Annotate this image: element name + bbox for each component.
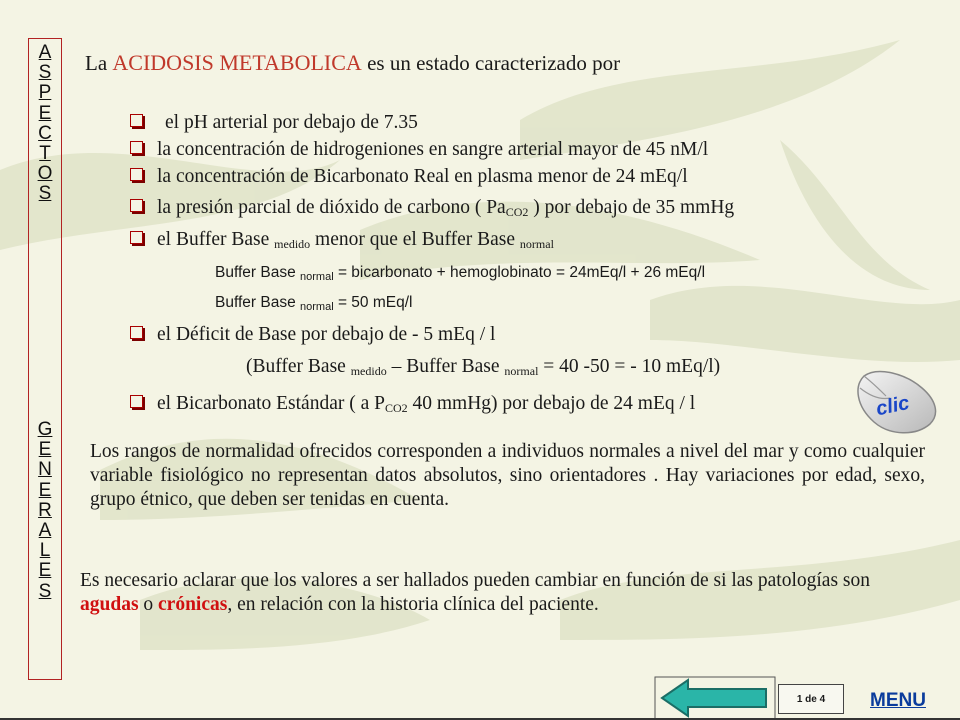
sidebar-letter: E	[38, 479, 52, 501]
checkbox-bullet-icon	[130, 168, 143, 181]
formula-subscript: medido	[350, 364, 387, 378]
page-title	[85, 50, 620, 76]
criterion-text: la presión parcial de dióxido de carbono ( Pa	[157, 197, 506, 218]
sidebar-letter: N	[38, 459, 52, 481]
title-prefix: La	[85, 51, 113, 75]
criterion-text: la concentración de Bicarbonato Real en plasma menor de 24 mEq/l	[157, 166, 688, 187]
buffer-base-note-2	[215, 294, 412, 313]
normality-ranges-paragraph: Los rangos de normalidad ofrecidos corresponden a individuos normales a nivel del mar y como cualquier variable fisiológico no representan datos absolutos, sino orientadores . Hay variaciones por edad, sexo, grupo étnico, que deben ser tenidas en cuenta.	[90, 441, 925, 510]
buffer-base-note-1	[215, 264, 705, 283]
menu-link[interactable]: MENU	[870, 690, 926, 711]
criterion-buffer-base	[130, 229, 554, 252]
paragraph-text: Es necesario aclarar que los valores a ser hallados pueden cambiar en función de si las patologías son	[80, 570, 871, 591]
criterion-subscript: CO2	[505, 205, 529, 219]
sidebar-letter: A	[38, 520, 52, 542]
sidebar-letter: E	[38, 439, 52, 461]
checkbox-bullet-icon	[130, 199, 143, 212]
sidebar-letter: S	[38, 183, 52, 205]
sidebar-letter: L	[39, 540, 51, 562]
note-subscript: normal	[300, 271, 334, 283]
criterion-text: menor que el Buffer Base	[310, 229, 520, 250]
criterion-subscript: normal	[519, 237, 554, 251]
checkbox-bullet-icon	[130, 395, 143, 408]
note-subscript: normal	[300, 301, 334, 313]
paragraph-text: , en relación con la historia clínica del paciente.	[227, 594, 599, 615]
sidebar-word-aspectos	[29, 43, 61, 205]
sidebar-letter: C	[38, 122, 52, 144]
sidebar-letter: O	[37, 163, 53, 185]
title-suffix: es un estado caracterizado por	[361, 51, 621, 75]
sidebar-letter: P	[38, 82, 52, 104]
sidebar-letter: A	[38, 42, 52, 63]
checkbox-bullet-icon	[130, 231, 143, 244]
note-text: = 50 mEq/l	[333, 294, 413, 311]
sidebar-letter: G	[37, 419, 53, 440]
criterion-bicarbonate	[130, 166, 688, 188]
sidebar-letter: S	[38, 62, 52, 84]
note-text: Buffer Base	[215, 264, 301, 281]
sidebar-letter: E	[38, 102, 52, 124]
criterion-pco2	[130, 197, 734, 220]
clic-mouse-button[interactable]	[850, 366, 938, 438]
sidebar-letter: E	[38, 560, 52, 582]
title-highlight: ACIDOSIS METABOLICA	[112, 50, 362, 75]
criterion-standard-bicarbonate	[130, 393, 695, 416]
formula-text: = 40 -50 = - 10 mEq/l)	[538, 356, 721, 377]
criterion-text: el pH arterial por debajo de 7.35	[165, 112, 418, 133]
sidebar-letter: R	[38, 499, 52, 521]
criterion-subscript: CO2	[384, 401, 408, 415]
clarification-paragraph	[80, 569, 910, 617]
criterion-ph	[130, 112, 418, 134]
back-arrow-button[interactable]	[654, 676, 776, 720]
checkbox-bullet-icon	[130, 114, 143, 127]
formula-text: – Buffer Base	[386, 356, 505, 377]
keyword-cronicas: crónicas	[158, 594, 228, 615]
criterion-text: el Bicarbonato Estándar ( a P	[157, 393, 385, 414]
criterion-base-deficit	[130, 324, 495, 346]
criterion-text: 40 mmHg) por debajo de 24 mEq / l	[407, 393, 696, 414]
paragraph-text: o	[138, 594, 159, 615]
sidebar-title-box	[28, 38, 62, 680]
note-text: Buffer Base	[215, 294, 301, 311]
criterion-text: el Buffer Base	[157, 229, 275, 250]
criterion-text: el Déficit de Base por debajo de - 5 mEq / l	[157, 324, 496, 345]
criterion-subscript: medido	[274, 237, 311, 251]
criterion-text: ) por debajo de 35 mmHg	[528, 197, 735, 218]
sidebar-letter: S	[38, 580, 52, 602]
note-text: = bicarbonato + hemoglobinato = 24mEq/l + 26 mEq/l	[333, 264, 706, 281]
formula-subscript: normal	[504, 364, 539, 378]
sidebar-letter: T	[39, 143, 51, 165]
page-indicator: 1 de 4	[778, 684, 844, 714]
criterion-hydrogen	[130, 139, 708, 161]
base-deficit-formula	[246, 356, 720, 379]
checkbox-bullet-icon	[130, 141, 143, 154]
keyword-agudas: agudas	[80, 594, 139, 615]
checkbox-bullet-icon	[130, 326, 143, 339]
formula-text: (Buffer Base	[246, 356, 351, 377]
sidebar-word-generales	[29, 420, 61, 602]
clic-label: clic	[874, 391, 912, 421]
criterion-text: la concentración de hidrogeniones en sangre arterial mayor de 45 nM/l	[157, 139, 709, 160]
